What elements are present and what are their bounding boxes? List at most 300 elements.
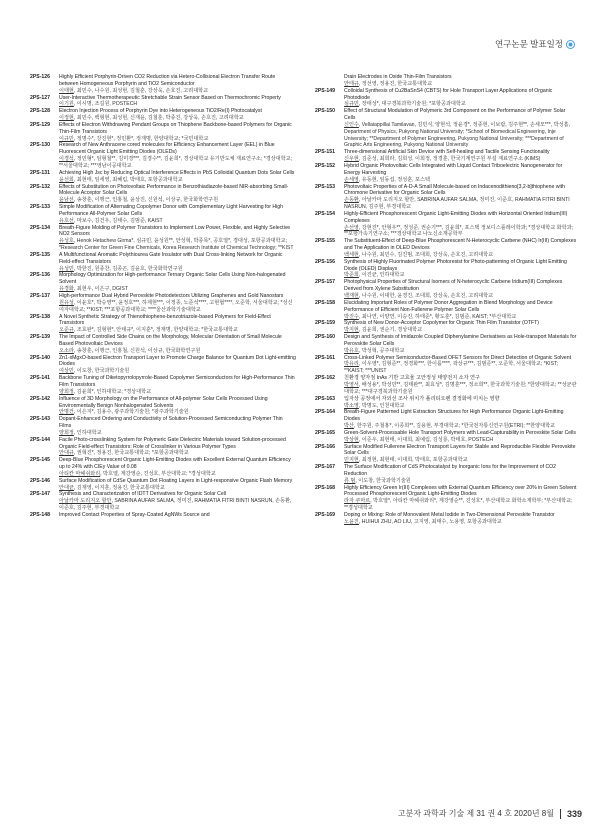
presenter-name: 이태현 [59, 87, 74, 94]
program-entry [315, 355, 577, 376]
author-list: , 송창훈, 이행근, 인홍철, 신원석, 이상규, 한국화학연구원 [73, 347, 201, 354]
entry-authors [344, 293, 577, 300]
entry-code: 2PS-152 [315, 162, 336, 169]
entry-code: 2PS-133 [30, 204, 51, 211]
entry-code: 2PS-164 [315, 409, 336, 416]
entry-authors [59, 197, 296, 204]
author-list: , 한주원, 주철홍*, 이종희**, 김용현, 부경대학교; *한국전자통신연구원(ETRI); **한양대학교 [353, 423, 556, 430]
presenter-name: 라자 쿠마르 [344, 498, 371, 505]
entry-authors [344, 197, 577, 211]
entry-body [344, 320, 577, 334]
entry-body [344, 238, 577, 259]
author-list: , 정민형*, 임형철**, 김미경***, 김경수**, 김윤희*, 경상대학교 유기반도체 재료연구소; *경상대학교; **서울대학교; ***영남이공대학교 [59, 156, 292, 169]
page-number: 339 [566, 808, 582, 819]
entry-code: 2PS-155 [315, 238, 336, 245]
entry-code [315, 74, 344, 88]
presenter-name: 류 범 [344, 477, 356, 484]
presenter-name: 여상민 [59, 368, 74, 375]
entry-authors [344, 382, 577, 396]
entry-title: Breath-Figure Molding of Polymer Transistors to Implement Low Power, Flexible, and Highly Selective NO2 Sensors [59, 224, 291, 238]
entry-body [59, 170, 296, 184]
entry-code: 2PS-127 [30, 94, 51, 101]
entry-authors [344, 101, 577, 108]
entry-title: The Substituent-Effect of Deep-Blue Phosphorescent N-Heterocyclic Carbene (NHC) Ir(III) Complexes and The Application in OLED Devices [344, 238, 577, 252]
entry-code: 2PS-144 [30, 436, 51, 443]
presenter-name: 민지현 [344, 457, 359, 464]
entry-code: 2PS-134 [30, 224, 51, 231]
entry-body [59, 491, 296, 512]
entry-authors [59, 430, 296, 437]
entry-authors [59, 368, 296, 375]
entry-body [59, 396, 296, 417]
entry-body [344, 485, 577, 512]
entry-authors [344, 478, 577, 485]
entry-code: 2PS-129 [30, 121, 51, 128]
author-list: , 나수원, 이대한, 윤경진, 조대희, 강상욱, 손호진, 고려대학교 [358, 293, 494, 299]
presenter-name: 유호선 [59, 217, 74, 224]
entry-authors [344, 81, 577, 88]
entry-title: Dopant-Enhanced Ordering and Conductivity of Solution-Processed Semiconducting Polymer Thin Films [59, 416, 283, 430]
author-list: , 박호열*, 아티칸 마헤쉬와리*, 계강영순**, 진성호*, 부산대학교 화학소재학부; *부산대학교; **경성대학교 [344, 498, 573, 512]
entry-title: Highly Efficient Porphyrin-Driven CO2 Reduction via Hetero-Collisional Electron Transfer Route between Homogeneous Porphyrin and TiO2 Semiconductor [59, 74, 276, 87]
entry-code: 2PS-156 [315, 258, 336, 265]
entry-authors [59, 218, 296, 225]
entry-body [344, 430, 577, 444]
entry-authors [344, 498, 577, 512]
author-list: , HUIHUI ZHU, AO LIU, 고지영, 최태수, 노용영, 포항공과대학교 [358, 518, 502, 525]
entry-body [59, 95, 296, 109]
entry-authors [59, 348, 296, 355]
entry-code: 2PS-138 [30, 313, 51, 320]
entry-title: Synthesis and Characterization of IDTT Derivatives for Organic Solar Cell [59, 491, 227, 498]
entry-body [344, 444, 577, 465]
author-list: , 송창훈, 이행근, 인홍철, 윤상진, 신원석, 이상규, 한국화학연구원 [73, 197, 219, 204]
presenter-name: 원유성 [59, 299, 74, 306]
program-entry [30, 272, 296, 293]
entry-body [59, 375, 296, 396]
entry-code: 2PS-153 [315, 183, 336, 190]
entry-body [344, 300, 577, 321]
program-entry [30, 204, 296, 225]
program-entry [30, 416, 296, 437]
presenter-name: 아날카마 도리지오 할만 [59, 498, 112, 505]
entry-title: Morphology Optimization for High-performance Ternary Organic Solar Cells Using Non-halogenated Solvent [59, 272, 286, 286]
entry-code: 2PS-167 [315, 464, 336, 471]
presenter-name: 양희정 [59, 388, 74, 395]
presenter-name: 백재현 [344, 293, 359, 299]
presenter-name: 오소라 [59, 347, 74, 354]
author-list: , 최나연, 이양연, 이승진, 하태준*, 황도훈*, 김범준, KAIST; *부산대학교 [358, 313, 517, 320]
presenter-name: 박유호 [344, 347, 359, 354]
entry-code: 2PS-136 [30, 272, 51, 279]
author-list: , 박성혁, 공주대학교 [358, 347, 405, 354]
program-entry [315, 444, 577, 465]
entry-authors [344, 252, 577, 259]
entry-title: Deep-Blue Phosphorescent Organic Light-Emitting Diodes with Excellent External Quantum Efficiency up to 24% with CIEy Value of 0.08 [59, 457, 291, 471]
author-list: , 박한진, 원종찬, 김종곤, 김윤호, 한국화학연구원 [73, 265, 183, 272]
entry-title: Hybrid Organic Photovoltaic Cells Integrated with Liquid Contact Triboelectric Nanogenerator for Energy Harvesting [344, 162, 563, 176]
program-entry [315, 300, 577, 321]
journal-info: 고분자 과학과 기술 제 31 권 4 호 2020년 8월 [397, 809, 554, 818]
entry-body [344, 375, 577, 396]
entry-body [59, 478, 296, 492]
entry-code: 2PS-159 [315, 320, 336, 327]
presenter-name: 박소영 [344, 402, 359, 409]
author-list: , 이우영*, 김형준**, 정경화***, 한이룸****, 곽상규***, 김범준**, 오준학, 서울대학교; *KIST; **KAIST; ***UNIST [344, 361, 559, 375]
entry-body [344, 184, 577, 211]
entry-authors [59, 286, 296, 293]
entry-code: 2PS-154 [315, 210, 336, 217]
program-entry [315, 464, 577, 485]
entry-body [344, 396, 577, 410]
presenter-name: 오준규 [59, 327, 74, 334]
entry-body [59, 204, 296, 225]
author-list: , 이진균, 인하대학교 [358, 272, 405, 279]
entry-body [344, 88, 577, 109]
entry-title: Electron Injection Process of Porphyrin Dye into Heterogeneous TiO2/Re(I) Photocatalyst [59, 108, 262, 115]
entry-code: 2PS-143 [30, 416, 51, 423]
presenter-name: 이경석 [59, 156, 74, 163]
presenter-name: 아티칸 마헤쉬와리 [59, 470, 101, 477]
entry-body [59, 225, 296, 252]
presenter-name: 윤선희 [59, 176, 74, 183]
program-entry [315, 163, 577, 184]
author-list: , 유동현, 임동섭, 정성훈, 포스텍 [358, 176, 430, 183]
entry-title: A Novel Synthetic Strategy of Thienothiophene-benzotriazole-based Polymers for Field-Effect Transistors [59, 313, 271, 327]
entry-authors [59, 485, 296, 492]
entry-code: 2PS-142 [30, 395, 51, 402]
program-entry [315, 88, 577, 109]
entry-code: 2PS-149 [315, 87, 336, 94]
entry-title: Research of New Anthracene cored molecules for Efficiency Enhancement Layer (EEL) in Blue Fluorescent Organic Light Emitting Diodes (OLEDs) [59, 142, 275, 156]
program-entry [30, 108, 296, 122]
presenter-name: 신우현 [344, 156, 359, 163]
entry-code: 2PS-132 [30, 183, 51, 190]
presenter-name: 신인수 [344, 121, 359, 128]
entry-authors [344, 272, 577, 279]
entry-authors [59, 115, 296, 122]
entry-code: 2PS-160 [315, 334, 336, 341]
entry-body [59, 122, 296, 143]
entry-authors [59, 450, 296, 457]
author-list: , 박명도, 인천대학교 [358, 402, 405, 409]
entry-authors [59, 389, 296, 396]
presenter-name: 이기원 [59, 101, 74, 108]
entry-title: Green-Solvent-Processable Hole Transport Polymers with Lead-Capturability in Perovskite Solar Cells [344, 429, 576, 436]
entry-code: 2PS-130 [30, 142, 51, 149]
entry-code: 2PS-145 [30, 457, 51, 464]
entry-title: Drain Electrodes in Oxide Thin-Film Transistors [344, 74, 452, 80]
entry-body [344, 259, 577, 280]
author-list: , 이준우, 최현태, 이대희, 최예림, 김성룡, 박태호, POSTECH [358, 436, 494, 443]
entry-authors [59, 177, 296, 184]
entry-body [59, 293, 296, 314]
entry-code: 2PS-128 [30, 108, 51, 115]
entry-body [344, 355, 577, 376]
entry-title: Colloidal Synthesis of Cu2BaSnS4 (CBTS) for Hole Transport Layer Applications of Organic Photodiode [344, 87, 553, 101]
presenter-name: 이정현 [59, 115, 74, 122]
program-entry [30, 375, 296, 396]
entry-title: Effects of Substitution on Photovoltaic Performance in Benzothiadiazole-based NIR-absorbing Small-Molecule Acceptor Solar Cells [59, 183, 289, 197]
entry-title: Facile Photo-crosslinking System for Polymeric Gate Dielectric Materials toward Solution-processed Organic Field-effect Transistors: Role of Crosslinker in Various Polymer Types [59, 436, 286, 450]
entry-code: 2PS-166 [315, 443, 336, 450]
entry-code: 2PS-131 [30, 169, 51, 176]
entry-authors [59, 136, 296, 143]
entry-body [59, 142, 296, 169]
program-entry [315, 512, 577, 526]
author-list: , 김준성, 최희라, 김희성, 이희정, 정경훈, 한국기계연구원 부설 재료연구소 (KIMS) [358, 156, 541, 163]
entry-title: Synthesis of New Donor-Acceptor Copolymer for Organic Thin Film Transistor (OTFT) [344, 320, 540, 327]
author-list: , 배성용*, 박성민**, 김태완**, 최효성*, 김명훈***, 정소희**, 한국과학기술원; *한양대학교; **성균관대학교; ***대구경북과학기술원 [344, 381, 577, 395]
entry-title: The Surface Modification of CdS Photocatalyst by Inorganic Ions for the Improvement of CO2 Reduction [344, 464, 557, 477]
program-entry [315, 334, 577, 355]
entry-code: 2PS-148 [30, 512, 51, 518]
presenter-name: 안태규 [344, 80, 359, 87]
entry-authors [59, 101, 296, 108]
entry-title: Highly Efficiency Green Ir(III) Complexes with External Quantum Efficiency over 20% in Green Solvent Processed Phosphorescent Organic Light-Emitting Diodes [344, 484, 577, 498]
author-list: , 인하대학교 [73, 429, 102, 436]
program-entry [30, 293, 296, 314]
program-entry [30, 122, 296, 143]
page-header [495, 38, 574, 50]
author-list: , 정명수*, 강진현*, 정민환*, 정재명, 한양대학교; *국민대학교 [73, 135, 209, 142]
program-entry [315, 74, 577, 88]
presenter-name: 박진수 [344, 313, 359, 320]
program-entry [30, 396, 296, 417]
section-title: 연구논문 발표일정 [494, 39, 563, 49]
author-list: , 최민수, 백형현, 최성현, 신재윤, 김철훈, 박종진, 강상욱, 손호진, 고려대학교 [73, 115, 244, 122]
author-list: , 김재영, 이지훈, 정용진, 한국교통대학교 [73, 484, 165, 491]
presenter-name: 안대균 [59, 484, 74, 491]
entry-code: 2PS-161 [315, 354, 336, 361]
entry-body [59, 74, 296, 95]
entry-body [344, 149, 577, 163]
entry-title: Backbone Tuning of Diketopyrrolopyrrole-Based Copolymer Semiconductors for High-Performance Thin Film Transistors [59, 375, 295, 388]
entry-title: Photophysical Properties of Structural Isomers of N-heterocyclic Carbene Iridium(III) Complexes Derived from Xylene Substitution [344, 279, 563, 293]
entry-authors [59, 471, 296, 478]
presenter-name: 박산 [344, 423, 354, 430]
entry-authors [59, 238, 296, 252]
entry-title: Breath-Figure Patterned Light Extraction Structures for High Performance Organic Light-Emitting Diodes [344, 409, 564, 423]
presenter-name: 유경화 [59, 286, 74, 293]
author-list: , Henok Hetachew Girma*, 심규민, 윤성원**, 안성혁, 박종목*, 공호열*, 경대성, 포항공과대학교; *Research Center for Green Fine Chemicals, Korea Research Institute of Chemical Technology; **KIST [59, 238, 294, 252]
author-list: , 강현진*, 안형우**, 정성준, 권순기***, 김윤희*, 포스텍 정보디스플레이학과; *경상대학교 화학과; **포항가속기연구소; ***경상대학교 나노신소재공학부 [344, 224, 573, 238]
presenter-name: 손선영 [344, 224, 359, 231]
entry-title: Surface Modified Fullerene Electron Transport Layers for Stable and Reproducible Flexible Perovskite Solar Cells [344, 443, 576, 457]
entry-title: Influence of 3D Morphology on the Performance of All-polymer Solar Cells Processed Using Environmentally Benign Nonhalogenated Solvents [59, 395, 268, 409]
entry-title: Zn1-xMgxO-based Electron Transport Layer to Promote Charge Balance for Quantum Dot Light-emitting Diodes [59, 354, 296, 368]
entry-title: Effect of Structural Modulation of Polymeric 3rd Component on the Performance of Polymer Solar Cells [344, 108, 566, 122]
entry-body [59, 252, 296, 273]
entry-authors [344, 122, 577, 149]
entry-code: 2PS-126 [30, 74, 51, 80]
presenter-name: 박상현 [344, 436, 359, 443]
entry-code: 2PS-139 [30, 334, 51, 341]
presenter-name: 안명건 [59, 409, 74, 416]
program-entry [315, 430, 577, 444]
entry-authors [344, 361, 577, 375]
author-list: , 나수원, 최민수, 김진범, 조대희, 강상욱, 손호진, 고려대학교 [358, 251, 494, 258]
entry-authors [59, 409, 296, 416]
presenter-name: 백세현 [344, 251, 359, 258]
program-entry [315, 108, 577, 149]
program-entry [30, 170, 296, 184]
program-entry [30, 512, 296, 519]
entry-authors [344, 403, 577, 410]
program-entry [30, 184, 296, 205]
entry-title: Simple Modification of Alternating Copolymer Donor with Complementary Light Harvesting for High Performance All-Polymer Solar Cells [59, 204, 284, 217]
program-entry [30, 491, 296, 512]
entry-code: 2PS-165 [315, 429, 336, 436]
entry-authors [59, 156, 296, 170]
entry-body [59, 457, 296, 478]
entry-code: 2PS-135 [30, 251, 51, 258]
author-list: , 이도창, 한국과학기술원 [73, 368, 130, 375]
author-list: , 최민수, 나수원, 최성현, 김철훈, 강상욱, 손호진, 고려대학교 [73, 87, 209, 94]
program-entry [30, 252, 296, 273]
entry-body [344, 464, 577, 485]
author-list: , 아날카마 도리지오 할만, SABRINA AUFAR SALMA, 정미진, 이준호, RAHMATIA FITRI BINTI NASRUN, 김주현, 부경대학교 [344, 197, 570, 211]
entry-body [344, 512, 577, 526]
presenter-name: 안대규 [59, 450, 74, 457]
entry-title: Improved Contact Properties of Spray-Coated AgNWs Source and [59, 512, 210, 518]
author-list: , 김윤희, 권순기, 경상대학교 [358, 327, 423, 334]
entry-authors [344, 437, 577, 444]
author-list: , 권혁진*, 정용진, 한국교통대학교; *포항공과대학교 [73, 450, 189, 457]
entry-body [59, 334, 296, 355]
author-list: , 이시명, 조길원, POSTECH [73, 101, 138, 108]
entry-authors [59, 327, 296, 334]
presenter-name: 박준희 [344, 272, 359, 279]
entry-title: Doping or Mixing: Role of Monovalent Metal Iodide in Two-Dimensional Perovskite Transistor [344, 512, 555, 518]
entry-title: Design and Synthesis of Imidazole Coupled Diphenylamine Derivatives as Hole-transport Materials for Perovskite Solar Cells [344, 334, 577, 347]
entry-code: 2PS-146 [30, 477, 51, 484]
author-list: , 이도창, 한국과학기술원 [355, 477, 411, 484]
entry-authors [344, 314, 577, 321]
presenter-name: 박영서 [344, 381, 359, 388]
entry-code: 2PS-169 [315, 512, 336, 518]
program-entry [315, 396, 577, 410]
author-list: , 장태성*, 대구경북과학기술원; *포항공과대학교 [358, 101, 466, 108]
entry-body [344, 409, 577, 430]
entry-authors [344, 156, 577, 163]
entry-authors [344, 327, 577, 334]
entry-code: 2PS-162 [315, 375, 336, 382]
program-entry [315, 409, 577, 430]
entry-authors [59, 300, 296, 314]
entry-code: 2PS-147 [30, 491, 51, 498]
presenter-name: 윤남선 [59, 197, 74, 204]
presenter-name: 심규민 [344, 101, 359, 108]
left-column [30, 74, 296, 519]
entry-body [344, 279, 577, 300]
presenter-name: 손세영 [344, 176, 359, 183]
program-entry [30, 314, 296, 335]
program-entry [30, 74, 296, 95]
program-entry [315, 211, 577, 238]
entry-title: High-performance Dual Hybrid Perovskite Photodetectors Utilizing Graphenes and Gold Nanostars [59, 293, 284, 299]
entry-title: Cross-Linked Polymer Semiconductor-Based OFET Sensors for Direct Detection of Organic Solvent [344, 354, 572, 361]
program-entry [30, 437, 296, 458]
presenter-name: 박유리 [344, 361, 359, 368]
author-list: , 최정현, 최현태, 이대희, 박태호, 포항공과대학교 [358, 457, 468, 464]
presenter-name: 이규민 [59, 135, 74, 142]
program-entry [30, 478, 296, 492]
program-entry [30, 457, 296, 478]
entry-code: 2PS-158 [315, 299, 336, 306]
program-entry [30, 334, 296, 355]
program-entry [315, 238, 577, 259]
footer-divider [560, 809, 561, 819]
entry-title: Elucidating Important Roles of Polymer Donor Aggregation in Blend Morphology and Device Performance of Efficient Non-Fullerene Polymer Solar Cells [344, 299, 553, 313]
author-list: , 김윤희*, 인하대학교; *경상대학교 [73, 388, 152, 395]
entry-authors [59, 88, 296, 95]
presenter-name: 양희정 [59, 429, 74, 436]
entry-title: 입자상 공정에서 자외선 조사 위치가 폴리티오펜 결정화에 미치는 영향 [344, 395, 500, 402]
entry-code: 2PS-141 [30, 375, 51, 382]
program-entry [315, 279, 577, 300]
program-entry [30, 95, 296, 109]
author-list: , 정선영, 정용진, 한국교통대학교 [358, 80, 433, 87]
presenter-name: 박지현 [344, 327, 359, 334]
author-list: , 이윤호*, 박승영**, 윤정호***, 하제현***, 이정종, 노준석****, 고현협****, 오준학, 서울대학교; *성신여자대학교; **KIST; ***포항공과대학교; ****울산과학기술대학교 [59, 299, 293, 313]
entry-authors [59, 266, 296, 273]
entry-body [59, 512, 296, 519]
entry-code: 2PS-140 [30, 354, 51, 361]
entry-title: Achieving High Jsc by Reducing Optical Interference Effects in PbS Colloidal Quantum Dots Solar Cells [59, 169, 295, 176]
program-entry [315, 375, 577, 396]
presenter-name: 유성민 [59, 265, 74, 272]
entry-code: 2PS-151 [315, 149, 336, 156]
entry-title: Highly-Efficient Phosphorescent Organic Light-Emitting Diodes with Horizontal Oriented Iridium(III) Complexes [344, 210, 568, 224]
entry-authors [344, 519, 577, 526]
entry-body [59, 314, 296, 335]
entry-body [344, 74, 577, 88]
presenter-name: 유성호 [59, 238, 74, 245]
entry-title: The Impact of Controlled Side Chains on the Morphology, Molecular Orientation of Small Molecule Based Photovoltaic Devices [59, 334, 282, 347]
entry-code: 2PS-157 [315, 279, 336, 286]
entry-body [344, 163, 577, 184]
entry-title: Photovoltaic Properties of A-D-A Small Molecule-based on Indacenodithieno[3,2-b]thiophene with Chromone Derivative for Organic Solar Cells [344, 183, 565, 197]
program-entry [30, 355, 296, 376]
entry-authors [344, 423, 577, 430]
entry-body [344, 211, 577, 238]
author-list: , 최현우, 이은구, DGIST [73, 286, 128, 293]
entry-body [59, 184, 296, 205]
author-list: , Vellaiappillai Tamilavan, 김민식, 양현석, 정윤경*, 정종현, 이보람, 김주현**, 손세모***, 박성흠, Department of Physics, Pukyong National University; *School of Biomedical Engineering, Inje University; **Department of Polymer Engineering, Pukyong National University; ***Department of Graphic Arts Engineering, Pukyong National University [344, 121, 570, 149]
entry-code: 2PS-168 [315, 484, 336, 491]
entry-title: Three-dimensional Artificial Skin Device with Self-healing and Tactile Sensing Functionality [344, 149, 550, 156]
program-entry [315, 259, 577, 280]
entry-title: Effects of Electron Withdrawing Pendant Groups on Thiophene Backbone-based Polymers for Organic Thin-Film Transistors [59, 121, 292, 135]
entry-authors [344, 177, 577, 184]
program-entry [30, 142, 296, 169]
entry-authors [59, 498, 296, 512]
author-list: , 최현태, 임세영, 최혜림, 박태호, 포항공과대학교 [73, 176, 183, 183]
program-entry [315, 149, 577, 163]
program-entry [315, 184, 577, 211]
author-list: , 조효완*, 김형현*, 안태규*, 이지훈*, 정재명, 한양대학교; *한국교통대학교 [73, 327, 238, 334]
entry-body [59, 416, 296, 437]
entry-body [344, 108, 577, 149]
presenter-name: 노윤진 [344, 518, 359, 525]
circle-bullet-icon [567, 41, 574, 48]
author-list: , 이은지*, 김용수, 광주과학기술원; *광주과학기술원 [73, 409, 189, 416]
entry-body [59, 437, 296, 458]
presenter-name: 손동환 [344, 197, 359, 204]
entry-code: 2PS-163 [315, 395, 336, 402]
author-list: , 마보수, 김건우, 김태수, 김범준, KAIST [73, 217, 163, 224]
